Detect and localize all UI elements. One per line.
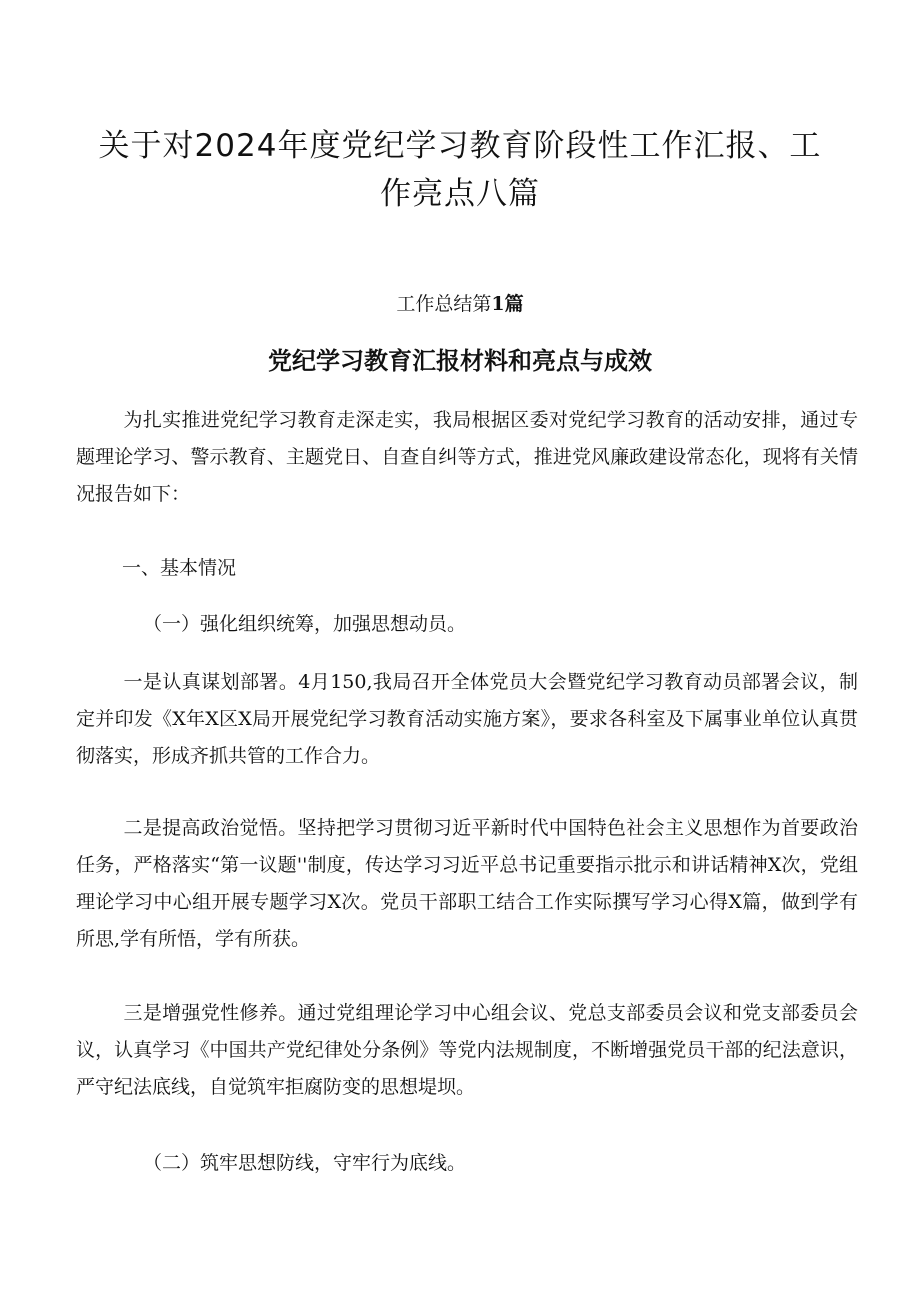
heading-subsection-2: （二）筑牢思想防线，守牢行为底线。 — [143, 1152, 467, 1174]
section-label-prefix: 工作总结第 — [396, 293, 492, 315]
heading-basic-situation: 一、基本情况 — [122, 557, 237, 579]
paragraph-three: 三是增强党性修养。通过党组理论学习中心组会议、党总支部委员会议和党支部委员会议，认真学习《中国共产党纪律处分条例》等党内法规制度，不断增强党员干部的纪法意识，严守纪法底线，自觉筑牢拒腐防变的思想堤坝。 — [76, 1002, 858, 1098]
section-label-number: 1篇 — [491, 293, 524, 315]
heading-subsection-1: （一）强化组织统筹，加强思想动员。 — [143, 613, 467, 635]
document-title-line-1: 关于对2024年度党纪学习教育阶段性工作汇报、工 — [98, 128, 822, 164]
section-subtitle: 党纪学习教育汇报材料和亮点与成效 — [268, 347, 652, 375]
section-label — [0, 290, 920, 318]
document-title-line-2: 作亮点八篇 — [380, 176, 540, 212]
intro-paragraph: 为扎实推进党纪学习教育走深走实，我局根据区委对党纪学习教育的活动安排，通过专题理论学习、警示教育、主题党日、自查自纠等方式，推进党风廉政建设常态化，现将有关情况报告如下： — [76, 409, 858, 505]
paragraph-one: 一是认真谋划部署。4月150,我局召开全体党员大会暨党纪学习教育动员部署会议，制定并印发《X年X区X局开展党纪学习教育活动实施方案》，要求各科室及下属事业单位认真贯彻落实，形成齐抓共管的工作合力。 — [76, 671, 858, 767]
paragraph-two: 二是提高政治觉悟。坚持把学习贯彻习近平新时代中国特色社会主义思想作为首要政治任务，严格落实“第一议题''制度，传达学习习近平总书记重要指示批示和讲话精神X次，党组理论学习中心组开展专题学习X次。党员干部职工结合工作实际撰写学习心得X篇，做到学有所思,学有所悟，学有所获。 — [76, 817, 858, 950]
document-title — [80, 122, 840, 218]
